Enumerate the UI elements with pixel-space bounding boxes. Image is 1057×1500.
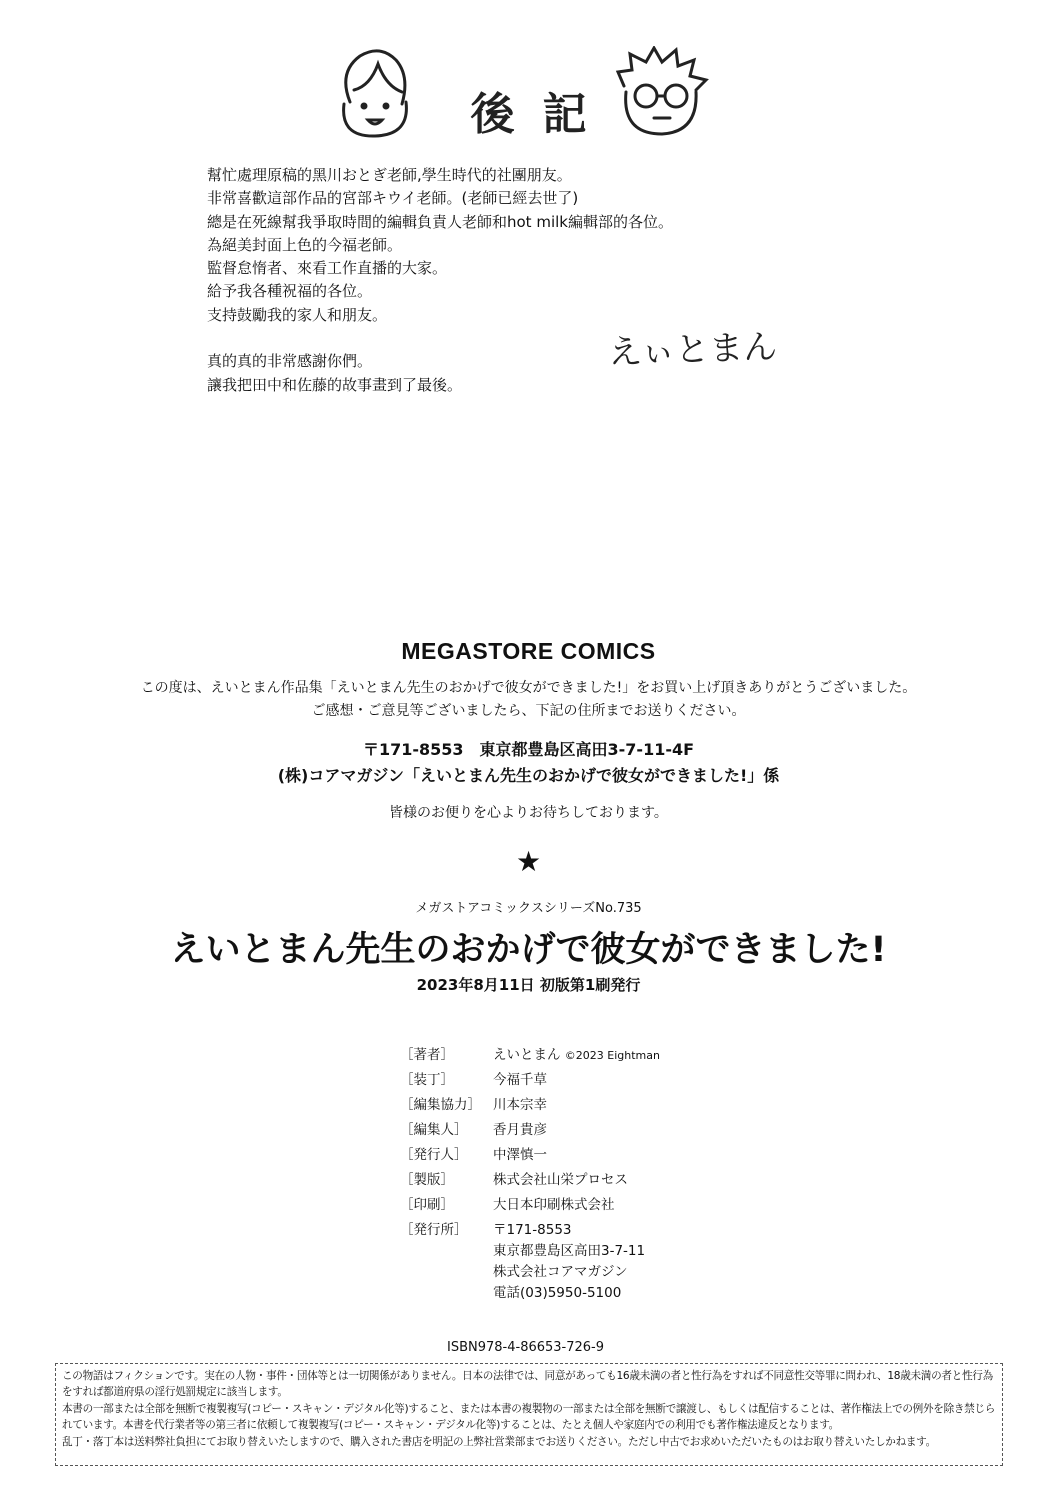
credit-value bbox=[493, 1069, 547, 1094]
credit-value bbox=[493, 1119, 547, 1144]
star-icon: ★ bbox=[515, 845, 542, 878]
credit-row bbox=[400, 1094, 660, 1119]
credit-label: ［装丁］ bbox=[400, 1072, 454, 1088]
afterword-line: 真的真的非常感謝你們。 bbox=[207, 352, 373, 371]
purchase-thanks: この度は、えいとまん作品集「えいとまん先生のおかげで彼女ができました!」をお買い上げ頂きありがとうございました。 bbox=[140, 680, 917, 696]
feedback-request: ご感想・ご意見等ございましたら、下記の住所までお送りください。 bbox=[311, 703, 746, 719]
credit-label: ［編集協力］ bbox=[400, 1097, 481, 1113]
address-line: 〒171-8553 東京都豊島区高田3-7-11-4F bbox=[362, 740, 695, 759]
address-recipient: (株)コアマガジン「えいとまん先生のおかげで彼女ができました!」係 bbox=[277, 766, 780, 785]
afterword-line: 非常喜歡這部作品的宮部キウイ老師。(老師已經去世了) bbox=[207, 189, 579, 208]
credit-row bbox=[400, 1044, 660, 1069]
publisher-address-line: 電話(03)5950-5100 bbox=[493, 1285, 622, 1301]
publication-date: 2023年8月11日 初版第1刷発行 bbox=[416, 976, 641, 994]
credit-value-text: 香月貴彦 bbox=[493, 1122, 547, 1138]
afterword-line: 支持鼓勵我的家人和朋友。 bbox=[207, 305, 388, 324]
copyright: ©2023 Eightman bbox=[564, 1049, 660, 1062]
disclaimer-paragraph: 乱丁・落丁本は送料弊社負担にてお取り替えいたしますので、購入された書店を明記の上弊社営業部までお送りください。ただし中古でお求めいただいたものはお取り替えいたしかねます。 bbox=[62, 1435, 936, 1448]
credit-value-text: 〒171-8553 bbox=[493, 1222, 572, 1238]
legal-disclaimer-box bbox=[55, 1363, 1003, 1466]
credit-row bbox=[400, 1194, 660, 1219]
imprint-label: MEGASTORE COMICS bbox=[401, 638, 656, 664]
book-title: えいとまん先生のおかげで彼女ができました! bbox=[170, 930, 887, 970]
credit-label: ［発行所］ bbox=[400, 1222, 468, 1238]
credit-label: ［著者］ bbox=[400, 1047, 454, 1063]
series-number: メガストアコミックスシリーズNo.735 bbox=[415, 901, 642, 916]
author-signature: えぃとまん bbox=[607, 327, 778, 373]
credit-value-text: 川本宗幸 bbox=[493, 1097, 547, 1113]
afterword-line: 幫忙處理原稿的黑川おとぎ老師,學生時代的社團朋友。 bbox=[207, 166, 572, 184]
afterword-line bbox=[207, 327, 673, 350]
credit-value bbox=[493, 1044, 660, 1069]
credit-value bbox=[493, 1169, 628, 1194]
credit-value-text: えいとまん bbox=[493, 1047, 561, 1063]
credit-value-text: 大日本印刷株式会社 bbox=[493, 1197, 615, 1213]
credit-value bbox=[493, 1094, 547, 1119]
afterword-text bbox=[207, 164, 673, 397]
afterword-title: 後記 bbox=[470, 89, 615, 140]
credits-table bbox=[400, 1044, 660, 1301]
afterword-line: 讓我把田中和佐藤的故事畫到了最後。 bbox=[207, 375, 463, 394]
credit-value bbox=[493, 1219, 646, 1301]
credit-row bbox=[400, 1144, 660, 1169]
afterword-line: 給予我各種祝福的各位。 bbox=[207, 282, 373, 301]
credit-row bbox=[400, 1219, 660, 1301]
credit-row bbox=[400, 1169, 660, 1194]
credit-row bbox=[400, 1119, 660, 1144]
credit-value-text: 今福千草 bbox=[493, 1072, 547, 1088]
credit-value-text: 中澤慎一 bbox=[493, 1147, 547, 1163]
afterword-line: 監督怠惰者、來看工作直播的大家。 bbox=[207, 259, 448, 278]
isbn: ISBN978-4-86653-726-9 bbox=[447, 1340, 605, 1355]
credit-label: ［製版］ bbox=[400, 1172, 454, 1188]
afterword-line: 總是在死線幫我爭取時間的編輯負責人老師和hot milk編輯部的各位。 bbox=[207, 212, 673, 231]
publisher-address-line: 株式会社コアマガジン bbox=[493, 1264, 628, 1280]
disclaimer-paragraph: 本書の一部または全部を無断で複製複写(コピー・スキャン・デジタル化等)すること、または本書の複製物の一部または全部を無断で譲渡し、もしくは配信することは、著作権法上での例外を除き禁じられています。本書を代行業者等の第三者に依頼して複製複写(コピー・スキャン・デジタル化等)することは、たとえ個人や家庭内での利用でも著作権法違反となります。 bbox=[62, 1402, 996, 1432]
disclaimer-paragraph: この物語はフィクションです。実在の人物・事件・団体等とは一切関係がありません。日本の法律では、同意があっても16歳未満の者と性行為をすれば不同意性交等罪に問われ、18歳未満の者と性行為をすれば都道府県の淫行処罰規定に該当します。 bbox=[62, 1370, 993, 1399]
credit-label: ［発行人］ bbox=[400, 1147, 468, 1163]
credit-row bbox=[400, 1069, 660, 1094]
afterword-line: 為絕美封面上色的今福老師。 bbox=[207, 235, 403, 254]
credit-label: ［印刷］ bbox=[400, 1197, 454, 1213]
credit-label: ［編集人］ bbox=[400, 1122, 468, 1138]
credit-value bbox=[493, 1144, 547, 1169]
credit-value-text: 株式会社山栄プロセス bbox=[493, 1172, 628, 1188]
awaiting-letters: 皆様のお便りを心よりお待ちしております。 bbox=[389, 805, 668, 821]
publisher-address-line: 東京都豊島区高田3-7-11 bbox=[493, 1243, 646, 1259]
credit-value bbox=[493, 1194, 615, 1219]
